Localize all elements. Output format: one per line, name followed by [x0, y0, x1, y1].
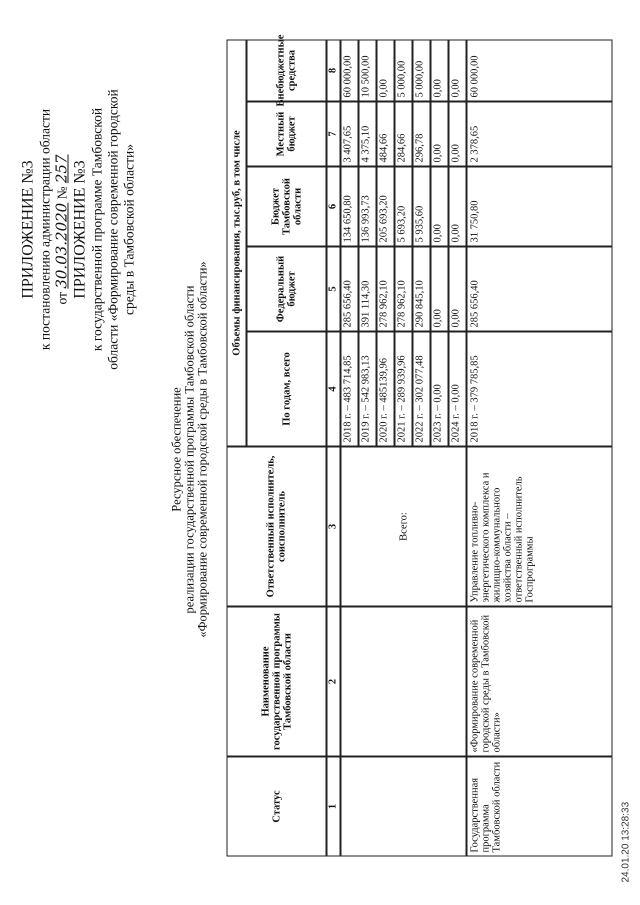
- total-year-value: 2021 г. – 289 939,96: [395, 332, 413, 447]
- total-local-value: 484,66: [377, 102, 395, 167]
- total-name-cell: [341, 607, 467, 757]
- total-label: Всего:: [341, 447, 467, 607]
- total-local-value: 0,00: [431, 102, 449, 167]
- col-number: 7: [327, 102, 341, 167]
- total-federal-value: 0,00: [431, 247, 449, 332]
- funding-table: [227, 34, 613, 857]
- total-local-value: 0,00: [449, 102, 467, 167]
- print-timestamp: 24.01.20 13:28:33: [620, 801, 632, 883]
- program-local-value: 2 378,65: [467, 102, 613, 167]
- total-local-value: 4 375,10: [359, 102, 377, 167]
- document-page: [1, 0, 640, 905]
- program-executor: Управление топливно-энергетического комплекса и жилищно-коммунального хозяйства области – ответственный исполнитель Госпрограммы: [467, 447, 613, 607]
- program-reference-line-2: области «Формирование современной городской: [105, 89, 121, 370]
- total-regional-value: 0,00: [431, 167, 449, 247]
- program-name: «Формирование современной городской среды в Тамбовской области»: [467, 607, 613, 757]
- total-year-value: 2019 г. – 542 983,13: [359, 332, 377, 447]
- title-line-1: Ресурсное обеспечение: [169, 387, 184, 512]
- total-regional-value: 205 693,20: [377, 167, 395, 247]
- col-number: 8: [327, 40, 341, 102]
- total-local-value: 284,66: [395, 102, 413, 167]
- total-federal-value: 290 845,10: [413, 247, 431, 332]
- total-extra-value: 0,00: [449, 40, 467, 102]
- header-federal: Федеральный бюджет: [247, 247, 327, 332]
- total-year-value: 2023 г. – 0,00: [431, 332, 449, 447]
- total-regional-value: 5 693,20: [395, 167, 413, 247]
- total-regional-value: 136 993,73: [359, 167, 377, 247]
- program-extra-value: 60 000,00: [467, 40, 613, 102]
- header-program-name: Наименование государственной программы Тамбовской области: [227, 607, 327, 757]
- header-executor: Ответственный исполнитель, соисполнитель: [227, 447, 327, 607]
- header-funding: Объемы финансирования, тыс.руб, в том числе: [227, 40, 247, 447]
- total-regional-value: 5 935,60: [413, 167, 431, 247]
- total-status-cell: [341, 757, 467, 857]
- col-number: 2: [327, 607, 341, 757]
- total-federal-value: 391 114,30: [359, 247, 377, 332]
- total-extra-value: 0,00: [431, 40, 449, 102]
- total-extra-value: 60 000,00: [341, 40, 359, 102]
- total-year-value: 2022 г. – 302 077,48: [413, 332, 431, 447]
- total-year-value: 2018 г. – 483 714,85: [341, 332, 359, 447]
- col-number: 5: [327, 247, 341, 332]
- header-regional: Бюджет Тамбовской области: [247, 167, 327, 247]
- total-federal-value: 278 962,10: [377, 247, 395, 332]
- total-extra-value: 10 500,00: [359, 40, 377, 102]
- total-local-value: 296,78: [413, 102, 431, 167]
- decree-date: 30.03.2020: [52, 202, 71, 289]
- program-reference-line-3: среды в Тамбовской области»: [121, 143, 137, 316]
- decree-number-prefix: №: [54, 186, 70, 200]
- program-reference-line-1: к государственной программе Тамбовской: [89, 107, 105, 352]
- total-local-value: 3 407,65: [341, 102, 359, 167]
- title-line-2: реализации государственной программы Тамбовской области: [182, 285, 197, 614]
- decree-number: 257: [52, 154, 71, 184]
- appendix-header: [19, 15, 138, 445]
- total-federal-value: 278 962,10: [395, 247, 413, 332]
- total-extra-value: 5 000,00: [413, 40, 431, 102]
- total-year-value: 2024 г. – 0,00: [449, 332, 467, 447]
- program-status: Государственная программа Тамбовской области: [467, 757, 613, 857]
- program-federal-value: 285 656,40: [467, 247, 613, 332]
- document-title: [171, 125, 210, 775]
- col-number: 4: [327, 332, 341, 447]
- total-regional-value: 134 650,80: [341, 167, 359, 247]
- col-number: 6: [327, 167, 341, 247]
- title-line-3: «Формирование современной городской среды в Тамбовской области»: [195, 261, 210, 638]
- decree-date-line: [54, 15, 71, 445]
- total-regional-value: 0,00: [449, 167, 467, 247]
- decree-date-prefix: от: [54, 292, 70, 305]
- col-number: 3: [327, 447, 341, 607]
- appendix-title-2: ПРИЛОЖЕНИЕ №3: [71, 160, 89, 299]
- appendix-title: ПРИЛОЖЕНИЕ №3: [19, 160, 37, 299]
- program-year-value: 2018 г. – 379 785,85: [467, 332, 613, 447]
- header-total-by-year: По годам, всего: [247, 332, 327, 447]
- col-number: 1: [327, 757, 341, 857]
- header-extra: Внебюджетные средства: [247, 40, 327, 102]
- total-extra-value: 5 000,00: [395, 40, 413, 102]
- total-federal-value: 285 656,40: [341, 247, 359, 332]
- program-regional-value: 31 750,80: [467, 167, 613, 247]
- total-federal-value: 0,00: [449, 247, 467, 332]
- total-year-value: 2020 г. – 485139,96: [377, 332, 395, 447]
- header-status: Статус: [227, 757, 327, 857]
- decree-line: к постановлению администрации области: [37, 108, 53, 351]
- header-local: Местный бюджет: [247, 102, 327, 167]
- total-extra-value: 0,00: [377, 40, 395, 102]
